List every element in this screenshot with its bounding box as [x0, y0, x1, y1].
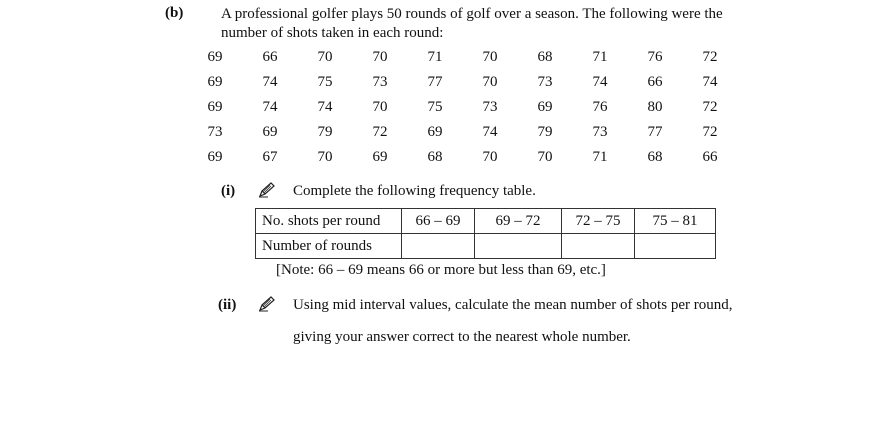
shots-value: 71 [592, 49, 608, 65]
table-row [256, 209, 716, 234]
frequency-table [255, 208, 716, 259]
shots-value: 71 [427, 49, 443, 65]
shots-value: 77 [647, 124, 663, 140]
shots-value: 66 [262, 49, 278, 65]
pencil-writing-icon [258, 182, 276, 203]
shots-value: 72 [702, 99, 718, 115]
shots-value: 69 [372, 149, 388, 165]
part-b-intro [221, 5, 781, 43]
data-row [190, 74, 750, 94]
part-ii-line-2: giving your answer correct to the nearest whole number. [293, 329, 631, 345]
shots-value: 74 [262, 74, 278, 90]
table-header-shots: No. shots per round [256, 209, 402, 234]
answer-cell[interactable] [562, 234, 635, 259]
shots-value: 68 [427, 149, 443, 165]
shots-value: 66 [702, 149, 718, 165]
table-row [256, 234, 716, 259]
shots-value: 72 [702, 124, 718, 140]
shots-value: 70 [537, 149, 553, 165]
shots-value: 69 [537, 99, 553, 115]
shots-value: 70 [372, 49, 388, 65]
shots-value: 69 [207, 149, 223, 165]
data-row [190, 124, 750, 144]
part-i-label: (i) [221, 183, 236, 199]
shots-value: 67 [262, 149, 278, 165]
shots-value: 71 [592, 149, 608, 165]
shots-value: 73 [592, 124, 608, 140]
shots-value: 79 [537, 124, 553, 140]
shots-value: 73 [537, 74, 553, 90]
interval-cell: 75 – 81 [635, 209, 716, 234]
shots-value: 73 [207, 124, 223, 140]
shots-value: 68 [537, 49, 553, 65]
part-b-label: (b) [165, 5, 184, 21]
shots-value: 70 [482, 74, 498, 90]
answer-cell[interactable] [402, 234, 475, 259]
shots-value: 70 [317, 149, 333, 165]
answer-cell[interactable] [635, 234, 716, 259]
shots-value: 76 [592, 99, 608, 115]
shots-value: 77 [427, 74, 443, 90]
interval-cell: 66 – 69 [402, 209, 475, 234]
shots-value: 68 [647, 149, 663, 165]
intro-line-2: number of shots taken in each round: [221, 25, 444, 41]
answer-cell[interactable] [475, 234, 562, 259]
part-ii-label: (ii) [218, 297, 237, 313]
shots-value: 74 [262, 99, 278, 115]
shots-value: 74 [592, 74, 608, 90]
shots-value: 74 [702, 74, 718, 90]
part-ii-line-1: Using mid interval values, calculate the mean number of shots per round, [293, 297, 733, 313]
shots-value: 72 [372, 124, 388, 140]
interval-cell: 69 – 72 [475, 209, 562, 234]
shots-value: 74 [317, 99, 333, 115]
shots-value: 73 [372, 74, 388, 90]
shots-value: 79 [317, 124, 333, 140]
shots-value: 72 [702, 49, 718, 65]
data-row [190, 149, 750, 169]
shots-value: 70 [317, 49, 333, 65]
shots-value: 69 [207, 99, 223, 115]
shots-value: 75 [427, 99, 443, 115]
intro-line-1: A professional golfer plays 50 rounds of golf over a season. The following were the [221, 6, 723, 22]
shots-value: 69 [427, 124, 443, 140]
shots-value: 74 [482, 124, 498, 140]
shots-value: 75 [317, 74, 333, 90]
shots-value: 69 [207, 49, 223, 65]
data-row [190, 49, 750, 69]
shots-value: 70 [482, 149, 498, 165]
shots-value: 70 [372, 99, 388, 115]
shots-value: 80 [647, 99, 663, 115]
pencil-writing-icon [258, 296, 276, 317]
shots-value: 69 [262, 124, 278, 140]
shots-value: 69 [207, 74, 223, 90]
shots-value: 70 [482, 49, 498, 65]
shots-value: 66 [647, 74, 663, 90]
part-i-question: Complete the following frequency table. [293, 183, 536, 199]
table-note: [Note: 66 – 69 means 66 or more but less than 69, etc.] [276, 262, 606, 278]
interval-cell: 72 – 75 [562, 209, 635, 234]
shots-value: 73 [482, 99, 498, 115]
shots-value: 76 [647, 49, 663, 65]
data-row [190, 99, 750, 119]
table-header-rounds: Number of rounds [256, 234, 402, 259]
